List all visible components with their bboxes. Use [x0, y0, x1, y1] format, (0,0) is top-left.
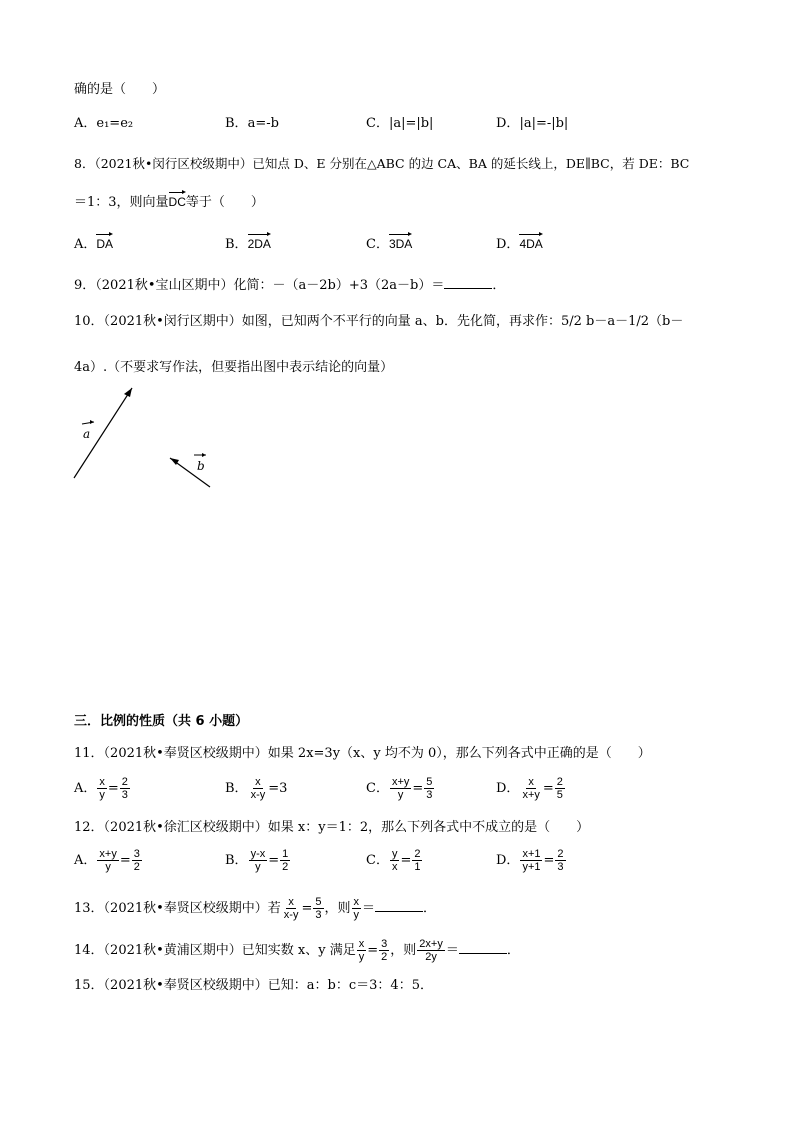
denominator: y — [358, 951, 365, 963]
q12-option-b — [225, 848, 291, 873]
fraction — [352, 896, 362, 921]
denominator: 3 — [557, 861, 564, 873]
denominator: 2y — [425, 951, 437, 963]
equals: = — [400, 853, 412, 868]
fraction — [249, 776, 268, 801]
numerator: y — [391, 848, 398, 860]
q11-option-a — [74, 776, 131, 801]
option-text: 4DA — [519, 232, 542, 252]
fraction — [280, 848, 290, 873]
option-label: A． — [74, 781, 97, 796]
numerator: x — [353, 896, 360, 908]
q11-option-c — [366, 776, 435, 801]
denominator: 2 — [282, 861, 289, 873]
denominator: 2 — [381, 951, 388, 963]
denominator: 1 — [414, 861, 421, 873]
denominator: y — [105, 861, 111, 873]
option-text: |a|=-|b| — [519, 116, 569, 131]
denominator: 2 — [133, 861, 140, 873]
fraction — [132, 848, 142, 873]
option-text: |a|=|b| — [388, 116, 434, 131]
numerator: 2x+y — [419, 938, 443, 950]
numerator: x+1 — [522, 848, 541, 860]
numerator: x — [528, 776, 534, 788]
q12-option-c — [366, 848, 423, 873]
equals: = — [542, 781, 554, 796]
q10-line1 — [74, 314, 683, 330]
denominator: y — [397, 789, 404, 801]
option-text: e₁=e₂ — [96, 116, 134, 131]
fraction — [97, 776, 107, 801]
numerator: y-x — [250, 848, 266, 860]
option-label: C． — [366, 116, 389, 131]
denominator: x — [391, 861, 398, 873]
q9-line — [74, 276, 505, 294]
q8-option-a — [74, 232, 113, 253]
denominator: y+1 — [522, 861, 541, 873]
fraction — [357, 938, 367, 963]
q12-stem: 12．（2021秋•徐汇区校级期中）如果 x：y＝1：2，那么下列各式中不成立的是（ ） — [74, 820, 590, 835]
q8-line2-post: 等于（ ） — [185, 195, 264, 210]
option-label: A． — [74, 116, 97, 131]
denominator: y — [99, 789, 105, 801]
option-label: C． — [366, 781, 389, 796]
equals: = — [268, 853, 280, 868]
option-label: A． — [74, 237, 97, 252]
denominator: x-y — [250, 789, 266, 801]
option-text: DA — [96, 232, 113, 252]
q7-option-a — [74, 116, 133, 132]
equals: ＝ — [445, 943, 459, 958]
numerator: 3 — [133, 848, 140, 860]
q7-stem-end: 确的是（ ） — [74, 82, 166, 97]
equals: ＝ — [362, 901, 376, 916]
fraction — [282, 896, 301, 921]
equals: = — [107, 781, 119, 796]
numerator: x — [288, 896, 294, 908]
label-b-arrow-tip — [202, 453, 206, 457]
equals: =3 — [268, 781, 288, 796]
option-label: D． — [496, 237, 520, 252]
vector-dc: DC — [169, 190, 186, 210]
numerator: 5 — [315, 896, 322, 908]
fraction — [520, 776, 541, 801]
label-a-arrow-tip — [90, 420, 94, 424]
q12-option-a — [74, 848, 143, 873]
vector-b-label: b — [197, 459, 205, 473]
option-label: B． — [225, 116, 248, 131]
q12-option-d — [496, 848, 567, 873]
equals: = — [543, 853, 555, 868]
option-label: B． — [225, 237, 248, 252]
fraction — [120, 776, 130, 801]
option-label: D． — [496, 116, 520, 131]
q10-expression: 5/2 b－a－1/2（b－ — [561, 314, 684, 329]
fraction — [520, 848, 542, 873]
option-label: C． — [366, 237, 389, 252]
q10-text: 10．（2021秋•闵行区期中）如图，已知两个不平行的向量 a、b．先化简，再求作： — [74, 314, 561, 329]
numerator: 2 — [121, 776, 128, 788]
fraction — [555, 848, 565, 873]
denominator: 5 — [556, 789, 563, 801]
q7-option-d — [496, 116, 568, 132]
q8-line2-pre: ＝1：3，则向量 — [74, 195, 169, 210]
numerator: x+y — [391, 776, 410, 788]
fraction — [390, 776, 411, 801]
q13-pre: 13．（2021秋•奉贤区校级期中）若 — [74, 901, 281, 916]
q9-text: 9．（2021秋•宝山区期中）化简：－（a－2b）+3（2a－b）＝ — [74, 278, 445, 293]
option-text: 3DA — [389, 232, 412, 252]
fraction — [390, 848, 400, 873]
q14-pre: 14．（2021秋•黄浦区期中）已知实数 x、y 满足 — [74, 943, 356, 958]
fraction — [555, 776, 565, 801]
denominator: 3 — [315, 909, 322, 921]
q13-end: ． — [423, 901, 437, 916]
q8-option-c — [366, 232, 412, 253]
q11-stem: 11．（2021秋•奉贤区校级期中）如果 2x=3y（x、y 均不为 0），那么下列各式中正确的是（ ） — [74, 746, 651, 761]
option-label: A． — [74, 853, 97, 868]
q14-then: ，则 — [390, 943, 417, 958]
q8-option-d — [496, 232, 543, 253]
fraction — [97, 848, 118, 873]
denominator: 3 — [426, 789, 433, 801]
equals: = — [119, 853, 131, 868]
answer-blank — [459, 941, 507, 954]
numerator: 5 — [426, 776, 433, 788]
vector-figure — [60, 380, 240, 500]
numerator: 1 — [282, 848, 289, 860]
denominator: y — [353, 909, 360, 921]
vector-a-arrowhead — [124, 388, 132, 397]
denominator: y — [255, 861, 261, 873]
fraction — [417, 938, 445, 963]
fraction — [412, 848, 422, 873]
equals: = — [412, 781, 424, 796]
q11-option-d — [496, 776, 566, 801]
numerator: x+y — [99, 848, 117, 860]
equals: = — [367, 943, 379, 958]
answer-blank — [375, 899, 423, 912]
option-label: B． — [225, 781, 248, 796]
q10-line2: 4a）.（不要求写作法，但要指出图中表示结论的向量） — [74, 360, 394, 375]
fraction — [379, 938, 389, 963]
q8-line2 — [74, 190, 264, 211]
section-title: 三．比例的性质（共 6 小题） — [74, 714, 249, 729]
numerator: x — [255, 776, 261, 788]
fraction — [424, 776, 434, 801]
numerator: 2 — [556, 776, 563, 788]
option-text: 2DA — [248, 232, 271, 252]
fraction — [249, 848, 268, 873]
q7-option-b — [225, 116, 279, 132]
q15-stem: 15．（2021秋•奉贤区校级期中）已知：a：b：c＝3：4：5． — [74, 978, 433, 993]
equals: = — [301, 901, 313, 916]
denominator: 3 — [121, 789, 128, 801]
q13-line — [74, 896, 436, 921]
q11-option-b — [225, 776, 287, 801]
q7-option-c — [366, 116, 433, 132]
q14-line — [74, 938, 520, 963]
option-label: B． — [225, 853, 248, 868]
option-text: a=-b — [247, 116, 279, 131]
q14-end: ． — [506, 943, 520, 958]
q8-line1: 8．（2021秋•闵行区校级期中）已知点 D、E 分别在△ABC 的边 CA、BA 的延长线上，DE∥BC，若 DE：BC — [74, 156, 690, 171]
q8-option-b — [225, 232, 271, 253]
denominator: x-y — [283, 909, 299, 921]
vector-a-label: a — [83, 427, 91, 441]
numerator: 2 — [557, 848, 564, 860]
numerator: 3 — [381, 938, 388, 950]
option-label: C． — [366, 853, 389, 868]
q9-end: ． — [492, 278, 506, 293]
numerator: x — [99, 776, 105, 788]
option-label: D． — [496, 853, 520, 868]
fraction — [313, 896, 323, 921]
option-label: D． — [496, 781, 520, 796]
numerator: x — [358, 938, 365, 950]
numerator: 2 — [414, 848, 421, 860]
denominator: x+y — [522, 789, 540, 801]
answer-blank — [444, 276, 492, 289]
q13-then: ，则 — [324, 901, 351, 916]
